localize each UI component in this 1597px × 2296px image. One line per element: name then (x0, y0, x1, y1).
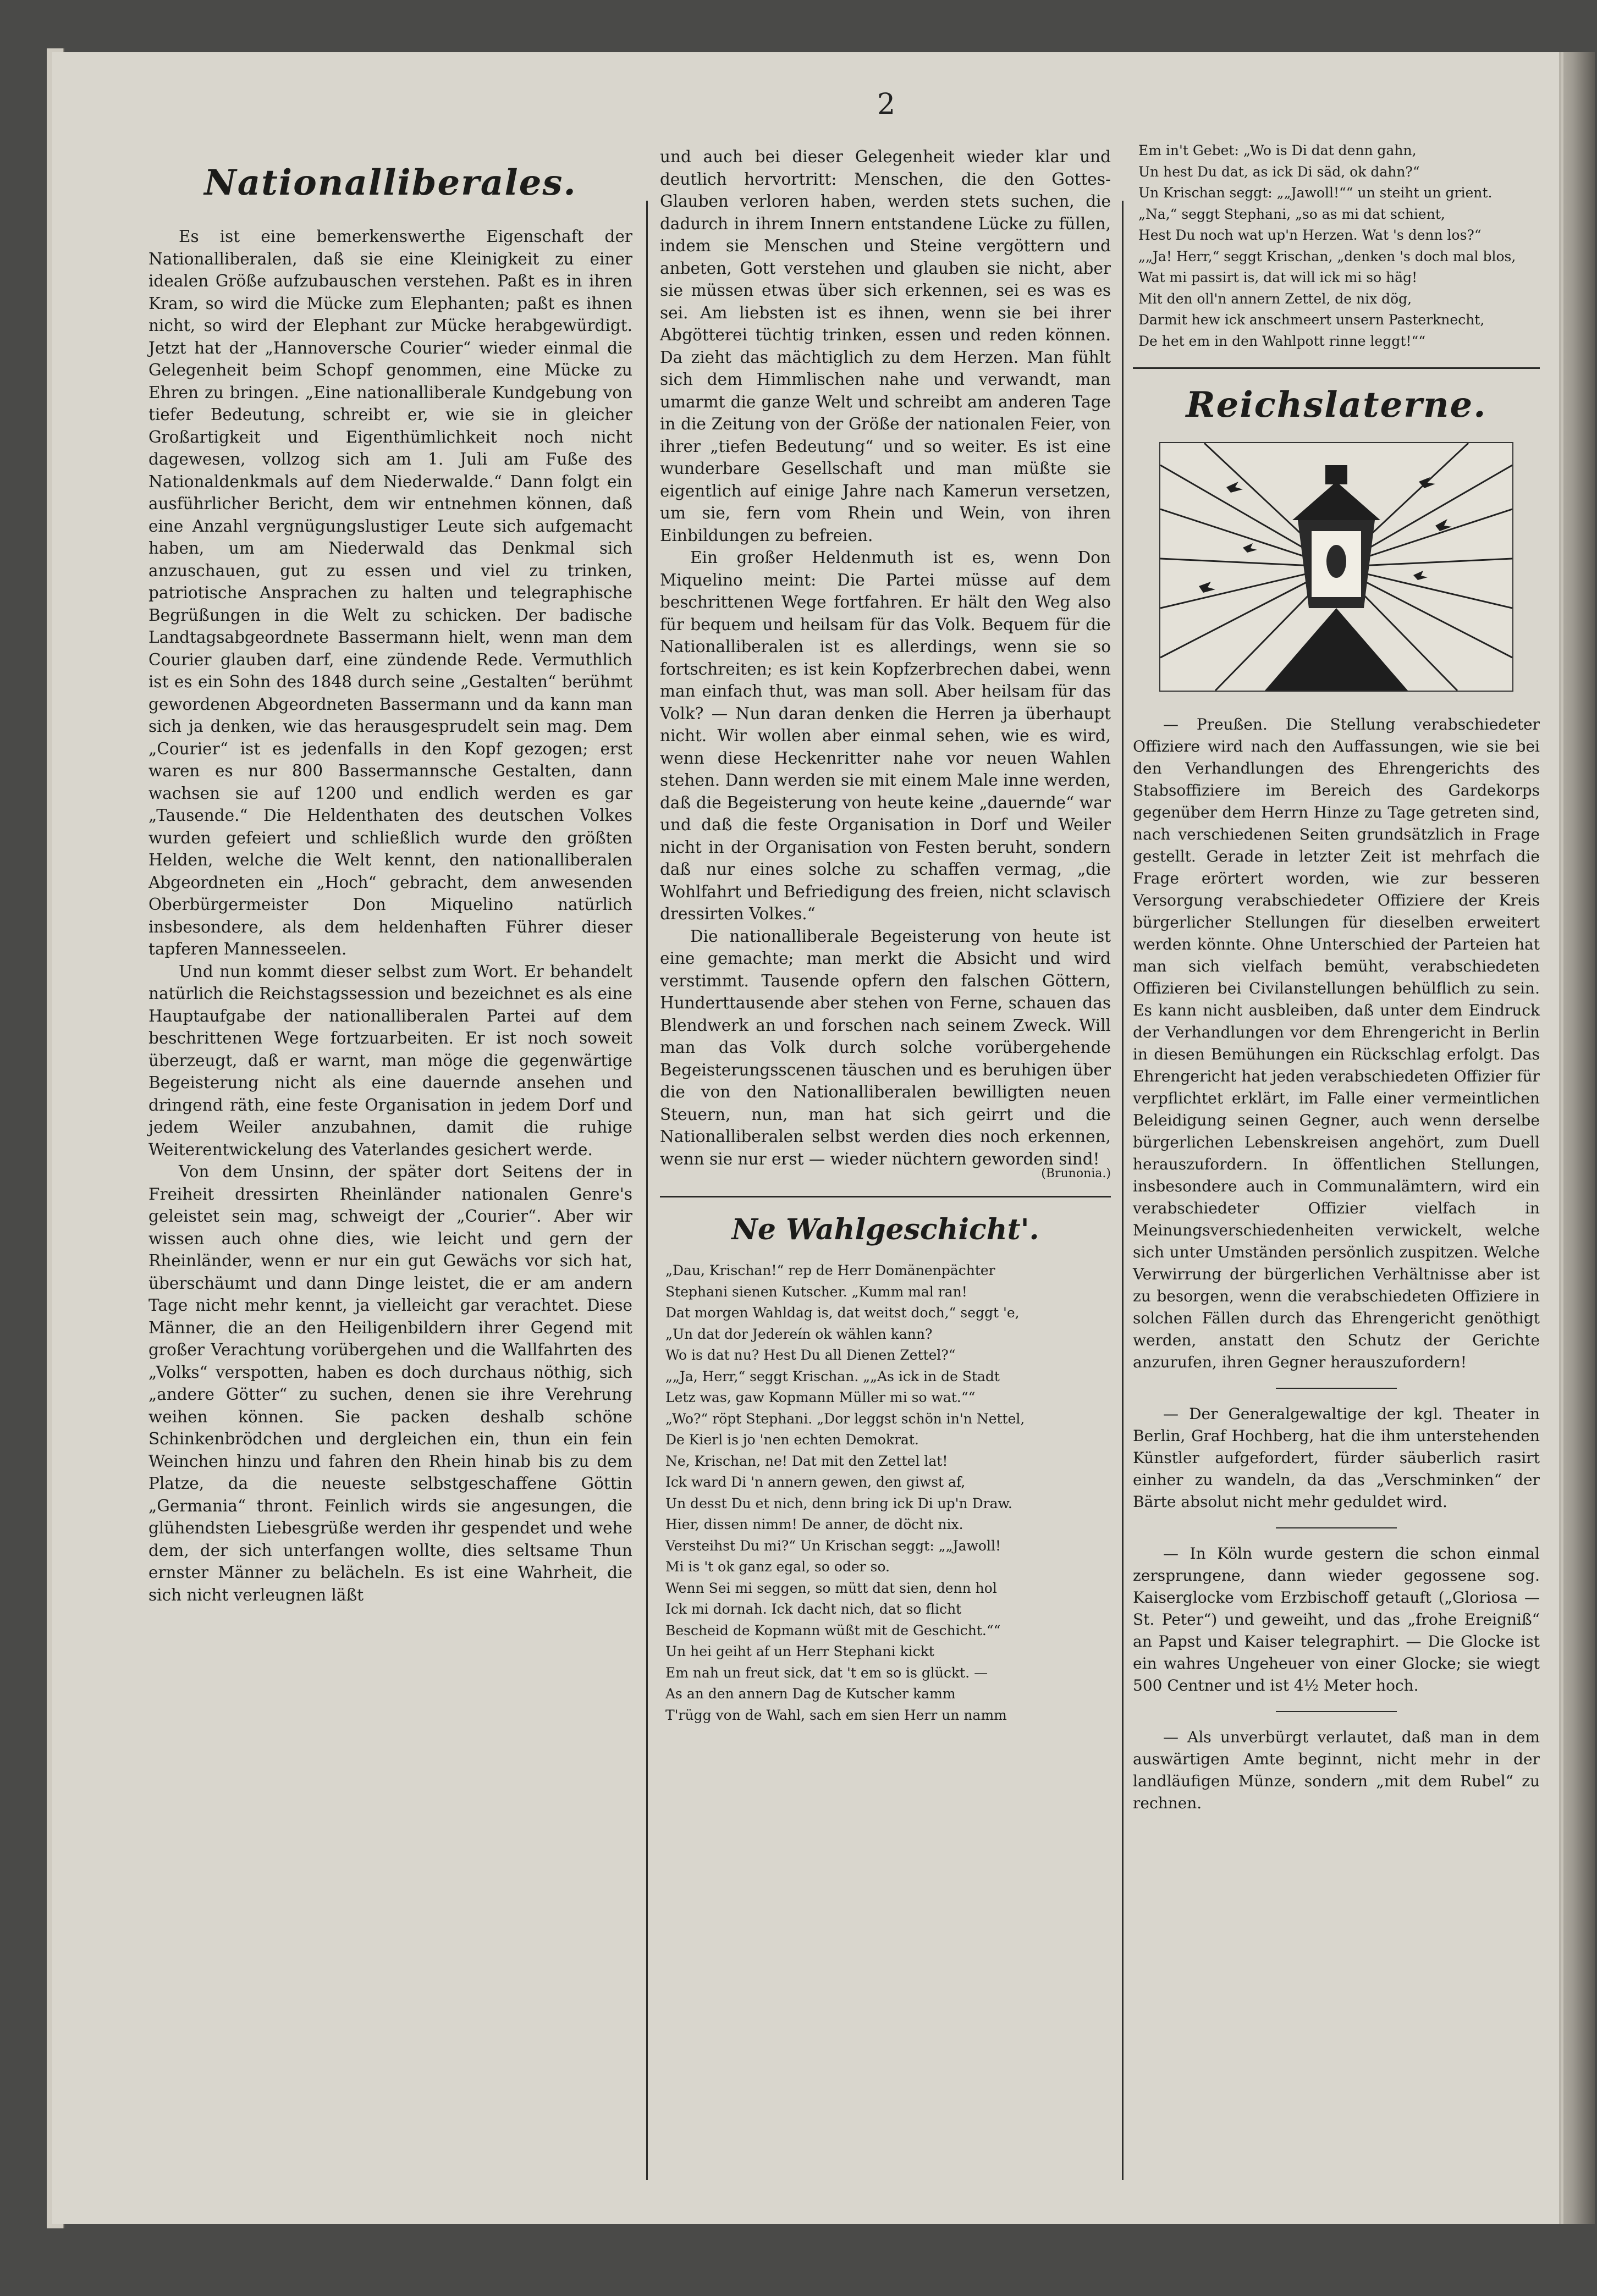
poem-continuation (1138, 140, 1540, 352)
poem-line: Wenn Sei mi seggen, so mütt dat sien, denn hol (665, 1580, 997, 1596)
poem-line: Un hest Du dat, as ick Di säd, ok dahn?“ (1138, 163, 1420, 180)
item-divider (1276, 1388, 1397, 1389)
article-title-nationalliberales: Nationalliberales. (204, 162, 577, 203)
article-credit: (Brunonia.) (1041, 1167, 1111, 1180)
poem-line: Stephani sienen Kutscher. „Kumm mal ran! (665, 1283, 967, 1300)
news-item-preussen: — Preußen. Die Stellung verabschiedeter Offiziere wird nach den Auffassungen, wie sie bei den Verhandlungen des Ehrengerichts des Stabsoffiziere im Bereich des Gardekorps gegenüber dem Herrn Hinze zu Tage getreten sind, nach verschiedenen Seiten grundsätzlich in Frage gestellt. Gerade in letzter Zeit ist mehrfach die Frage erörtert worden, wie zur besseren Versorgung verabschiedeter Offiziere der Kreis bürgerlicher Stellungen für dieselben erweitert werden könnte. Ohne Unterschied der Parteien hat man sich vielfach bemüht, verabschiedeten Offizieren bei Civilanstellungen behülflich zu sein. Es kann nicht ausbleiben, daß unter dem Eindruck der Verhandlungen vor dem Ehrengericht in Berlin in diesen Bemühungen ein Rückschlag erfolgt. Das Ehrengericht hat jeden verabschiedeten Offizier für verpflichtet erklärt, im Falle einer vermeintlichen Beleidigung seinen Gegner, auch wenn derselbe bürgerlichen Lebenskreisen angehört, zum Duell herauszufordern. In öffentlichen Stellungen, insbesondere auch in Communalämtern, wird ein verabschiedeter Offizier vielfach in Meinungsverschiedenheiten verwickelt, welche sich unter Umständen persönlich zuspitzen. Welche Verwirrung der bürgerlichen Verhältnisse aber ist zu besorgen, wenn die verabschiedeten Offiziere in solchen Fällen durch das Ehrengericht genöthigt werden, anstatt den Schutz der Gerichte anzurufen, ihren Gegner herauszufordern! (1133, 715, 1540, 1371)
news-item-theater: — Der Generalgewaltige der kgl. Theater in Berlin, Graf Hochberg, hat die ihm unterstehenden Künstler aufgefordert, fürder säuberlich rasirt einher zu wandeln, da das „Verschminken“ der Bärte absolut nicht mehr geduldet wird. (1133, 1405, 1540, 1511)
poem-line: „Un dat dor Jedereín ok wählen kann? (665, 1326, 933, 1342)
poem-line: Wat mi passirt is, dat will ick mi so häg! (1138, 269, 1418, 285)
poem-line: T'rügg von de Wahl, sach em sien Herr un namm (665, 1707, 1007, 1723)
article-paragraph: Die nationalliberale Begeisterung von heute ist eine gemachte; man merkt die Absicht und wird verstimmt. Tausende opfern den falschen Göttern, Hunderttausende aber stehen von Ferne, schauen das Blendwerk an und forschen nach seinem Zweck. Will man das Volk durch solche vorübergehende Begeisterungsscenen täuschen und es beruhigen über die von den Nationalliberalen bewilligten neuen Steuern, nun, man hat sich geirrt und die Nationalliberalen selbst werden dies noch erkennen, wenn sie nur erst — wieder nüchtern geworden sind! (660, 926, 1111, 1168)
poem-line: Hest Du noch wat up'n Herzen. Wat 's denn los?“ (1138, 227, 1482, 243)
poem-line: Mi is 't ok ganz egal, so oder so. (665, 1559, 890, 1575)
column-2 (660, 146, 1111, 1726)
poem-line: Ick mi dornah. Ick dacht nich, dat so flicht (665, 1601, 962, 1617)
poem-line: Wo is dat nu? Hest Du all Dienen Zettel?“ (665, 1347, 956, 1363)
poem-line: „„Ja! Herr,“ seggt Krischan, „denken 's doch mal blos, (1138, 248, 1516, 264)
poem-line: Un hei geiht af un Herr Stephani kickt (665, 1643, 934, 1659)
poem-body (665, 1260, 1111, 1726)
news-item-rubel: — Als unverbürgt verlautet, daß man in dem auswärtigen Amte beginnt, nicht mehr in der landläufigen Münze, sondern „mit dem Rubel“ zu rechnen. (1133, 1728, 1540, 1812)
poem-line: As an den annern Dag de Kutscher kamm (665, 1686, 956, 1702)
article-paragraph: Ein großer Heldenmuth ist es, wenn Don Miquelino meint: Die Partei müsse auf dem beschrittenen Wege fortfahren. Er hält den Weg also für bequem und heilsam für das Volk. Bequem für die Nationalliberalen ist es allerdings, wenn sie so fortschreiten; es ist kein Kopfzerbrechen dabei, wenn man einfach thut, was man soll. Aber heilsam für das Volk? — Nun daran denken die Herren ja überhaupt nicht. Wir wollen aber einmal sehen, wie es wird, wenn diese Heckenritter nahe vor neuen Wahlen stehen. Dann werden sie mit einem Male inne werden, daß die Begeisterung von heute keine „dauernde“ war und daß die feste Organisation in Dorf und Weiler nicht in der Organisation von Festen beruht, sondern daß nur eines solche zu schaffen vermag, „die Wohlfahrt und Befriedigung des freien, nicht sclavisch dressirten Volkes.“ (660, 548, 1111, 923)
page-number: 2 (877, 88, 896, 121)
poem-line: „„Ja, Herr,“ seggt Krischan. „„As ick in de Stadt (665, 1368, 1000, 1384)
column-3 (1133, 140, 1540, 1814)
column-rule-left (646, 201, 648, 2180)
article-paragraph: Es ist eine bemerkenswerthe Eigenschaft der Nationalliberalen, daß sie eine Kleinigkeit zu einer idealen Größe aufzubauschen verstehen. Paßt es in ihren Kram, so wird die Mücke zum Elephanten; paßt es ihnen nicht, so wird der Elephant zur Mücke herabgewürdigt. Jetzt hat der „Hannoversche Courier“ wieder einmal die Gelegenheit beim Schopf genommen, eine Mücke zu Ehren zu bringen. „Eine nationalliberale Kundgebung von tiefer Bedeutung, schreibt er, wie sie in gleicher Großartigkeit und Eigenthümlichkeit noch nicht dagewesen, vollzog sich am 1. Juli am Fuße des Nationaldenkmals auf dem Niederwalde.“ Dann folgt ein ausführlicher Bericht, dem wir entnehmen können, daß eine Anzahl vergnügungslustiger Leute sich aufgemacht haben, um am Niederwald das Denkmal sich anzuschauen, gut zu essen und viel zu trinken, patriotische Ansprachen zu halten und telegraphische Begrüßungen in die Welt zu schicken. Der badische Landtagsabgeordnete Bassermann hielt, wenn man dem Courier glauben darf, eine zündende Rede. Vermuthlich ist es ein Sohn des 1848 durch seine „Gestalten“ berühmt gewordenen Abgeordneten Bassermann und da kann man sich ja denken, wie das herausgesprudelt sein mag. Dem „Courier“ ist es jedenfalls in den Kopf gezogen; erst waren es nur 800 Bassermannsche Gestalten, dann wachsen sie auf 1200 und endlich werden es gar „Tausende.“ Die Heldenthaten des deutschen Volkes wurden gefeiert und schließlich wurde den größten Helden, welche die Welt kennt, den nationalliberalen Abgeordneten ein „Hoch“ gebracht, dem anwesenden Oberbürgermeister Don Miquelino natürlich insbesondere, als dem heldenhaften Führer dieser tapferen Mannesseelen. (148, 227, 632, 958)
article-paragraph: Von dem Unsinn, der später dort Seitens der in Freiheit dressirten Rheinländer nationalen Genre's geleistet sein mag, schweigt der „Courier“. Aber wir wissen auch ohne dies, wie leicht und gern der Rheinländer, wenn er nur ein gut Gewächs vor sich hat, überschäumt und dann Dinge leistet, die er am andern Tage nicht mehr kennt, ja vielleicht gar verachtet. Diese Männer, die an den Heiligenbildern ihrer Gegend mit großer Verachtung vorübergehen und die Wallfahrten des „Volks“ verspotten, haben es doch durchaus nöthig, sich „andere Götter“ zu suchen, denen sie ihre Verehrung weihen können. Sie packen deshalb schöne Schinkenbrödchen und dergleichen ein, thun ein fein Weinchen hinzu und fahren den Rhein hinab bis zu dem Platze, da die neueste selbstgeschaffene Göttin „Germania“ thront. Feinlich wirds sie angesungen, die glühendsten Liebesgrüße werden ihr gespendet und wehe dem, der sich unterfangen wollte, dies seltsame Thun ernster Männer zu belächeln. Es ist eine Wahrheit, die sich nicht verleugnen läßt (148, 1162, 632, 1604)
poem-line: De Kierl is jo 'nen echten Demokrat. (665, 1432, 919, 1448)
article-paragraph: und auch bei dieser Gelegenheit wieder klar und deutlich hervortritt: Menschen, die den Gottes-Glauben verloren haben, werden stets suchen, die dadurch in ihrem Innern entstandene Lücke zu füllen, indem sie Menschen und Steine vergöttern und anbeten, Gott verstehen und glauben sie nicht, aber sie müssen etwas über sich erkennen, sei es was es sei. Am liebsten ist es ihnen, wenn sie bei ihrer Abgötterei tüchtig trinken, essen und reden können. Da zieht das mächtiglich zu dem Herzen. Man fühlt sich dem Himmlischen nahe und verwandt, man umarmt die ganze Welt und schreibt am anderen Tage in die Zeitung von der Größe der nationalen Feier, von ihrer „tiefen Bedeutung“ und so weiter. Es ist eine wunderbare Gesellschaft und man müßte sie eigentlich auf einige Jahre nach Kamerun versetzen, um sie, fern vom Rhein und Wein, von ihren Einbildungen zu befreien. (660, 147, 1111, 545)
poem-title: Ne Wahlgeschicht'. (731, 1213, 1039, 1246)
poem-line: Em in't Gebet: „Wo is Di dat denn gahn, (1138, 142, 1417, 158)
poem-line: „Dau, Krischan!“ rep de Herr Domänenpächter (665, 1262, 995, 1278)
section-divider (660, 1196, 1111, 1197)
item-divider (1276, 1711, 1397, 1712)
lantern-icon (1160, 443, 1512, 691)
poem-line: De het em in den Wahlpott rinne leggt!““ (1138, 333, 1425, 349)
poem-line: Darmit hew ick anschmeert unsern Pasterknecht, (1138, 312, 1485, 328)
poem-line: Ick ward Di 'n annern gewen, den giwst af, (665, 1474, 966, 1490)
section-divider (1133, 367, 1540, 369)
poem-line: Un desst Du et nich, denn bring ick Di up'n Draw. (665, 1495, 1012, 1511)
article-paragraph: Und nun kommt dieser selbst zum Wort. Er behandelt natürlich die Reichstagssession und bezeichnet es als eine Hauptaufgabe der nationalliberalen Partei auf dem beschrittenen Wege fortzuarbeiten. Er ist noch soweit überzeugt, daß er warnt, man möge die gegenwärtige Begeisterung nicht als eine dauernde ansehen und dringend räth, eine feste Organisation in jedem Dorf und jedem Weiler anzubahnen, damit die ruhige Weiterentwickelung des Vaterlandes gesichert werde. (148, 962, 632, 1159)
poem-line: Hier, dissen nimm! De anner, de döcht nix. (665, 1516, 963, 1532)
poem-line: Dat morgen Wahldag is, dat weitst doch,“ seggt 'e, (665, 1305, 1020, 1321)
poem-line: Versteihst Du mi?“ Un Krischan seggt: „„Jawoll! (665, 1537, 1001, 1554)
lantern-illustration (1159, 442, 1513, 692)
poem-line: Mit den oll'n annern Zettel, de nix dög, (1138, 290, 1412, 307)
poem-line: Bescheid de Kopmann wüßt mit de Geschicht.““ (665, 1622, 1001, 1638)
poem-line: Letz was, gaw Kopmann Müller mi so wat.““ (665, 1389, 976, 1405)
poem-line: „Wo?“ röpt Stephani. „Dor leggst schön in'n Nettel, (665, 1410, 1025, 1427)
item-divider (1276, 1527, 1397, 1528)
poem-line: Ne, Krischan, ne! Dat mit den Zettel lat! (665, 1453, 948, 1469)
news-item-koeln: — In Köln wurde gestern die schon einmal zersprungene, dann wieder gegossene sog. Kaiserglocke vom Erzbischoff getauft („Gloriosa — St. Peter“) und geweiht, und das „frohe Ereigniß“ an Papst und Kaiser telegraphirt. — Die Glocke ist ein wahres Ungeheuer von einer Glocke; sie wiegt 500 Centner und ist 4½ Meter hoch. (1133, 1544, 1540, 1695)
column-1 (148, 146, 632, 1606)
column-rule-right (1122, 201, 1124, 2180)
poem-line: „Na,“ seggt Stephani, „so as mi dat schient, (1138, 206, 1445, 222)
poem-line: Un Krischan seggt: „„Jawoll!““ un steiht un grient. (1138, 185, 1493, 201)
newspaper-page (52, 52, 1559, 2224)
section-title-reichslaterne: Reichslaterne. (1186, 384, 1487, 426)
poem-line: Em nah un freut sick, dat 't em so is glückt. — (665, 1664, 988, 1681)
